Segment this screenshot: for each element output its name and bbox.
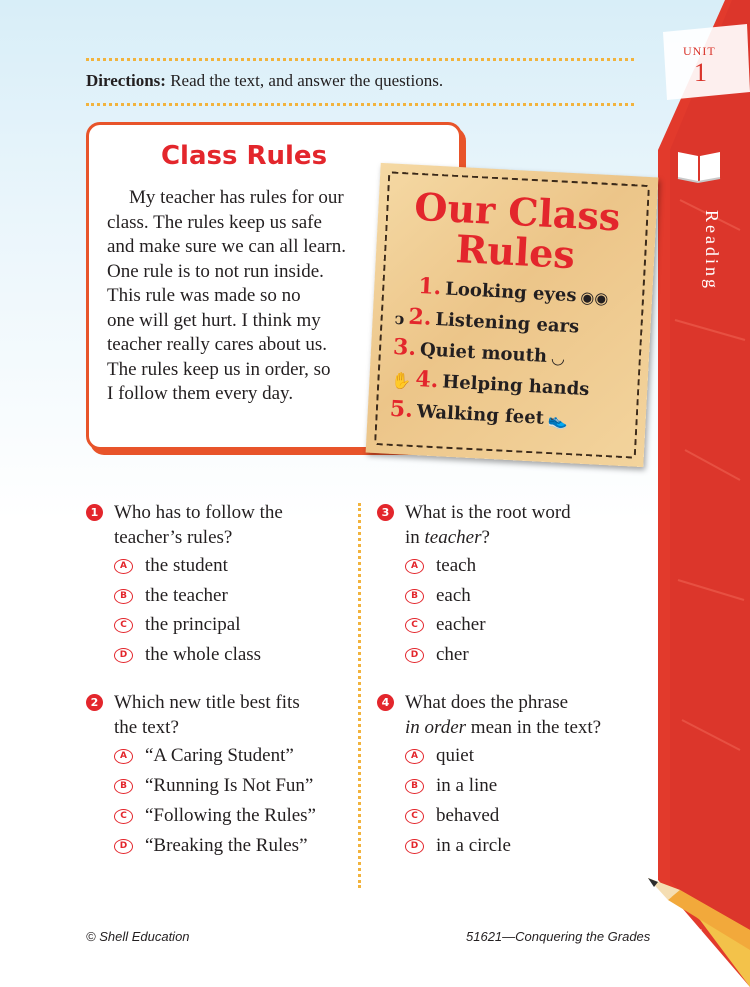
question-stem-line — [405, 715, 645, 740]
option-text: “Following the Rules” — [145, 805, 316, 826]
option-letter: C — [114, 618, 133, 633]
option-letter: D — [405, 648, 424, 663]
option-text: in a line — [436, 775, 498, 796]
option-text: the whole class — [145, 644, 262, 665]
story-line: teacher really cares about us. — [107, 334, 327, 355]
option-letter: A — [114, 749, 133, 764]
question-1 — [86, 500, 336, 680]
question-stem — [405, 500, 645, 550]
question-stem-line — [405, 525, 645, 550]
footer-book-title: 51621—Conquering the Grades — [466, 929, 651, 944]
option-letter: A — [405, 559, 424, 574]
story-line: one will get hurt. I think my — [107, 309, 321, 331]
section-label: Reading — [702, 210, 722, 291]
option-letter: D — [405, 839, 424, 854]
answer-option-c[interactable] — [114, 805, 316, 829]
option-text: “Breaking the Rules” — [145, 835, 308, 856]
hand-icon: ✋ — [390, 370, 412, 391]
story-line: and make sure we can all learn. — [107, 236, 346, 257]
option-text: the student — [145, 555, 228, 576]
directions-label: Directions: — [86, 71, 166, 90]
question-stem-line: the text? — [114, 717, 179, 738]
question-stem-line: What does the phrase — [405, 692, 569, 713]
question-stem-part: in — [405, 527, 425, 548]
question-stem — [405, 690, 645, 740]
answer-option-d[interactable] — [405, 644, 469, 668]
poster-rule-number: 3. — [392, 333, 417, 362]
class-rules-poster — [366, 163, 659, 467]
option-text: eacher — [436, 614, 486, 635]
question-stem-italic: teacher — [424, 527, 482, 548]
directions — [86, 71, 443, 91]
option-text: behaved — [436, 805, 500, 826]
poster-title — [375, 185, 657, 279]
answer-option-c[interactable] — [114, 614, 241, 638]
page-number: 7 — [694, 927, 702, 944]
ear-icon: ↄ — [394, 308, 405, 328]
story-line: One rule is to not run inside. — [107, 260, 324, 282]
answer-option-d[interactable] — [114, 644, 261, 668]
answer-option-a[interactable] — [405, 745, 474, 769]
option-letter: B — [405, 779, 424, 794]
option-letter: A — [405, 749, 424, 764]
directions-text: Read the text, and answer the questions. — [165, 71, 444, 90]
answer-option-a[interactable] — [114, 555, 228, 579]
option-letter: B — [114, 779, 133, 794]
question-number-badge: 4 — [377, 694, 394, 711]
story-line: I follow them every day. — [107, 383, 294, 404]
option-letter: A — [114, 559, 133, 574]
question-2 — [86, 690, 336, 870]
question-stem-part: mean in the text? — [466, 717, 602, 738]
answer-option-a[interactable] — [114, 745, 294, 769]
answer-option-c[interactable] — [405, 805, 499, 829]
unit-number: 1 — [694, 58, 707, 87]
option-text: “A Caring Student” — [145, 745, 294, 766]
question-stem-line: Who has to follow the — [114, 502, 283, 523]
question-4 — [377, 690, 627, 870]
question-stem — [114, 500, 354, 550]
answer-option-b[interactable] — [114, 585, 228, 609]
story-text — [107, 186, 397, 407]
answer-option-b[interactable] — [405, 585, 471, 609]
option-letter: C — [405, 618, 424, 633]
question-stem-italic: in order — [405, 717, 467, 738]
poster-rule-number: 4. — [414, 366, 440, 394]
answer-option-c[interactable] — [405, 614, 486, 638]
question-number-badge: 3 — [377, 504, 394, 521]
top-dotted-rule — [86, 58, 634, 61]
option-text: the teacher — [145, 585, 228, 606]
option-letter: C — [114, 809, 133, 824]
story-title: Class Rules — [160, 141, 328, 171]
answer-option-d[interactable] — [114, 835, 308, 859]
poster-rule-number: 1. — [417, 273, 443, 301]
story-line: class. The rules keep us safe — [107, 211, 322, 233]
question-column-divider — [358, 503, 361, 888]
option-letter: C — [405, 809, 424, 824]
question-stem — [114, 690, 354, 740]
question-stem-part: ? — [481, 527, 490, 548]
unit-label: UNIT — [683, 44, 716, 58]
option-text: each — [436, 585, 471, 606]
poster-rule-text: Walking feet — [416, 401, 545, 429]
answer-option-b[interactable] — [405, 775, 497, 799]
poster-title-line: Our Class — [413, 183, 622, 240]
answer-option-d[interactable] — [405, 835, 511, 859]
poster-rule-number: 2. — [407, 303, 433, 331]
option-text: teach — [436, 555, 477, 576]
story-line: The rules keep us in order, so — [107, 358, 331, 380]
option-text: cher — [436, 644, 469, 665]
story-line: This rule was made so no — [107, 285, 301, 306]
book-icon — [674, 146, 724, 186]
question-number-badge: 1 — [86, 504, 103, 521]
poster-rules-list — [389, 272, 637, 439]
option-text: in a circle — [436, 835, 511, 856]
poster-rule-number: 5. — [389, 395, 414, 423]
option-letter: D — [114, 839, 133, 854]
eyes-icon: ◉◉ — [579, 287, 609, 308]
question-stem-line: teacher’s rules? — [114, 527, 233, 548]
poster-rule-text: Helping hands — [441, 371, 590, 401]
shoe-icon: 👟 — [547, 409, 569, 430]
question-3 — [377, 500, 627, 680]
story-line: My teacher has rules for our — [129, 187, 344, 208]
mouth-icon: ◡ — [550, 347, 566, 368]
poster-rule-text: Listening ears — [434, 309, 580, 338]
option-letter: D — [114, 648, 133, 663]
footer-copyright: © Shell Education — [86, 929, 190, 944]
poster-rule-text: Quiet mouth — [419, 339, 548, 367]
option-text: quiet — [436, 745, 474, 766]
answer-option-a[interactable] — [405, 555, 476, 579]
option-letter: B — [405, 589, 424, 604]
option-letter: B — [114, 589, 133, 604]
poster-rule-text: Looking eyes — [444, 278, 578, 307]
question-stem-line: What is the root word — [405, 502, 571, 523]
question-stem-line: Which new title best fits — [114, 692, 300, 713]
answer-option-b[interactable] — [114, 775, 313, 799]
option-text: the principal — [145, 614, 241, 635]
question-number-badge: 2 — [86, 694, 103, 711]
option-text: “Running Is Not Fun” — [145, 775, 314, 796]
bottom-dotted-rule — [86, 103, 634, 106]
poster-title-line: Rules — [454, 225, 577, 278]
